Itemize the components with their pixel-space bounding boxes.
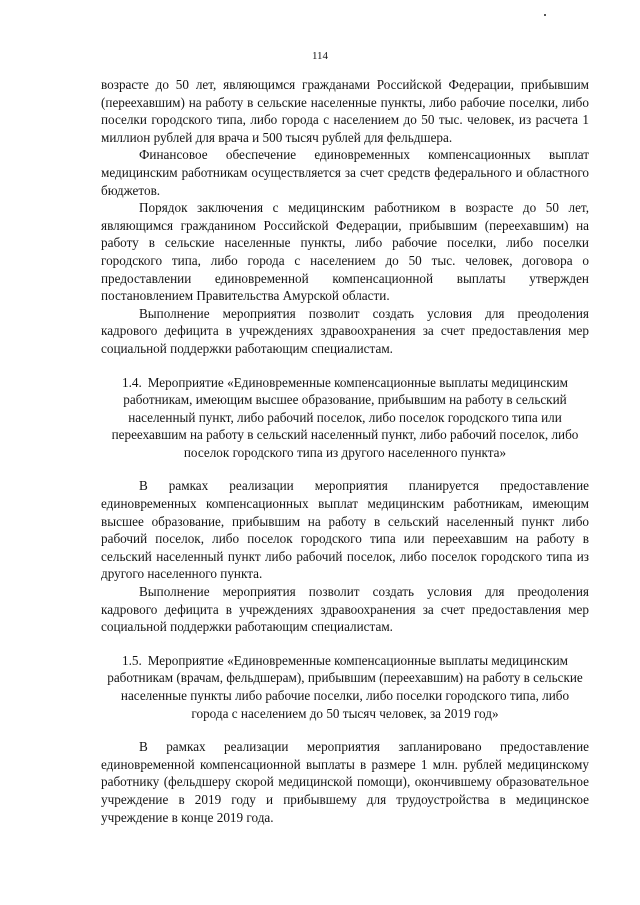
section-title: Мероприятие «Единовременные компенсационные выплаты медицинским работникам, имеющим высшее образование, прибывшим на работу в сельский населенный пункт, либо рабочий поселок, либо поселок городского типа или переехавшим на работу в сельский населенный пункт, либо рабочий поселок, либо поселок городского типа из другого населенного пункта» — [111, 374, 579, 460]
section-number: 1.5. — [121, 652, 142, 668]
page-number: 114 — [311, 50, 329, 62]
paragraph: Порядок заключения с медицинским работником в возрасте до 50 лет, являющимся гражданином Российской Федерации, прибывшим (переехавшим) на работу в сельские населенные пункты, либо рабочие поселки, либо поселки городского типа, либо города с населением до 50 тыс. человек, договора о предоставлении единовременной компенсационной выплаты утвержден постановлением Правительства Амурской области. — [101, 200, 589, 304]
scan-speck — [544, 14, 546, 16]
section-heading-1-4 — [101, 374, 589, 462]
section-heading-1-5 — [101, 652, 589, 722]
paragraph: Финансовое обеспечение единовременных компенсационных выплат медицинским работникам осуществляется за счет средств федерального и областного бюджетов. — [101, 147, 589, 198]
document-body — [101, 76, 589, 826]
paragraph: В рамках реализации мероприятия планируется предоставление единовременных компенсационных выплат медицинским работникам, имеющим высшее образование, прибывшим на работу в сельский населенный пункт либо рабочий поселок, либо поселок городского типа или переехавшим на работу в сельский населенный пункт либо рабочий поселок, либо поселок городского типа из другого населенного пункта. — [101, 478, 589, 582]
paragraph: возрасте до 50 лет, являющимся гражданами Российской Федерации, прибывшим (переехавшим) на работу в сельские населенные пункты, либо рабочие поселки, либо поселки городского типа, либо города с населением до 50 тыс. человек, из расчета 1 миллион рублей для врача и 500 тысяч рублей для фельдшера. — [101, 77, 589, 145]
paragraph: Выполнение мероприятия позволит создать условия для преодоления кадрового дефицита в учреждениях здравоохранения за счет предоставления мер социальной поддержки работающим специалистам. — [101, 305, 589, 356]
paragraph: В рамках реализации мероприятия запланировано предоставление единовременной компенсационной выплаты в размере 1 млн. рублей медицинскому работнику (фельдшеру скорой медицинской помощи), окончившему образовательное учреждение в 2019 году и прибывшему для трудоустройства в медицинское учреждение в конце 2019 года. — [101, 739, 589, 825]
section-title: Мероприятие «Единовременные компенсационные выплаты медицинским работникам (врачам, фельдшерам), прибывшим (переехавшим) на работу в сельские населенные пункты либо рабочие поселки, либо поселки городского типа, либо города с населением до 50 тысяч человек, за 2019 год» — [107, 652, 583, 721]
section-number: 1.4. — [121, 374, 142, 390]
paragraph: Выполнение мероприятия позволит создать условия для преодоления кадрового дефицита в учреждениях здравоохранения за счет предоставления мер социальной поддержки работающим специалистам. — [101, 584, 589, 635]
